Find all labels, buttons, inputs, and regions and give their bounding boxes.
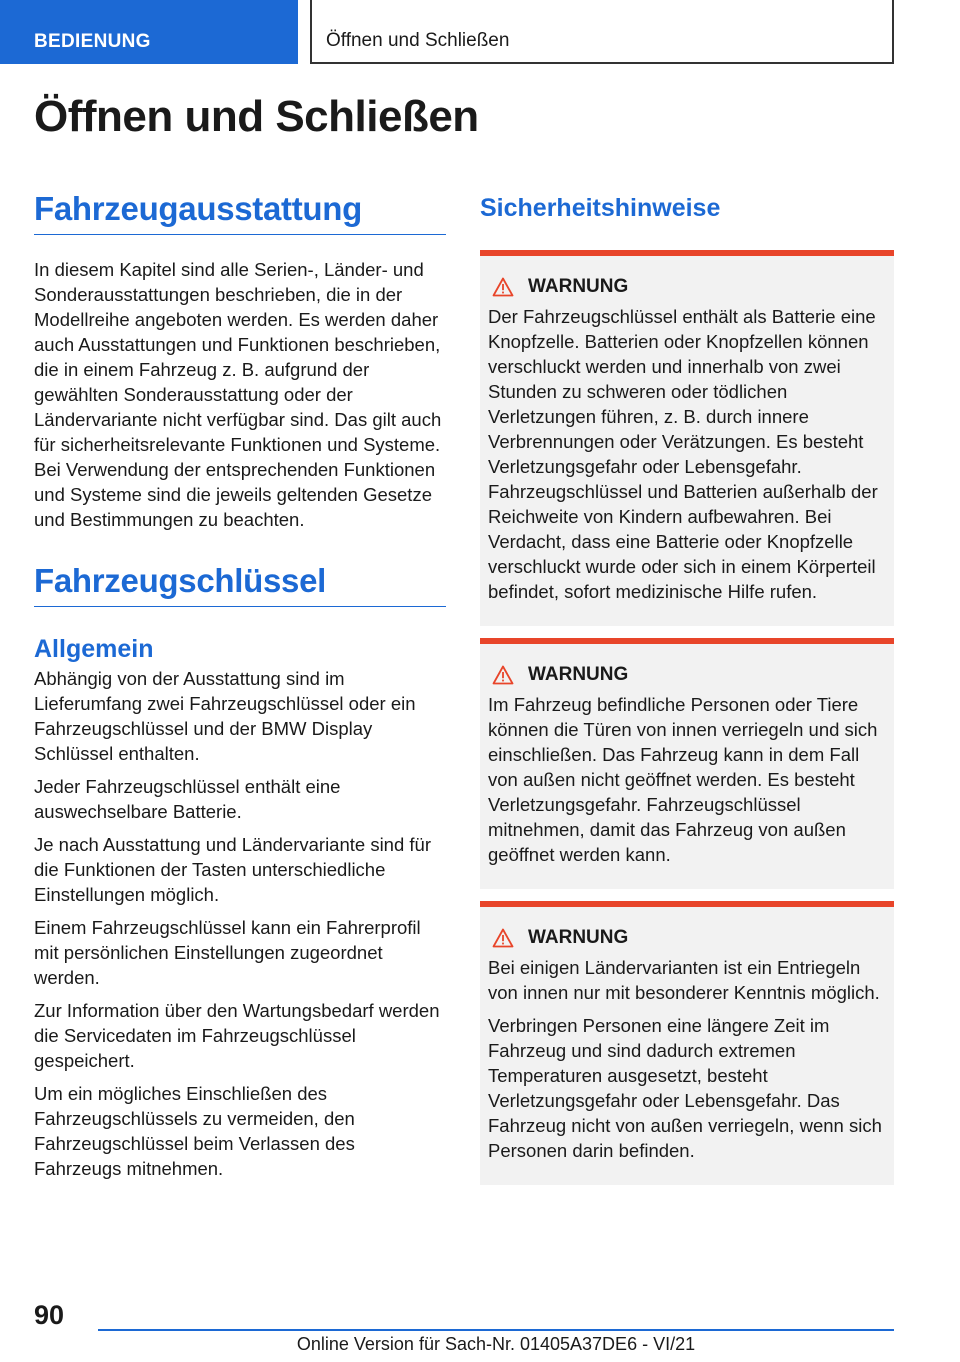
section-tab <box>0 0 298 64</box>
section-heading-vehicle-equipment: Fahrzeugausstattung <box>34 190 446 235</box>
warning-text: Im Fahrzeug befindliche Personen oder Tiere können die Türen von innen verriegeln und sich einschließen. Das Fahrzeug kann in dem Fall von außen nicht geöffnet werden. Es besteht Verletzungsgefahr. Fahrzeugschlüssel mitnehmen, damit das Fahrzeug von außen geöffnet werden kann. <box>488 694 878 865</box>
page-number: 90 <box>34 1300 65 1330</box>
section-label: BEDIENUNG <box>34 31 151 52</box>
warning-header <box>488 927 886 949</box>
warning-triangle-icon <box>492 665 514 685</box>
key-paragraph: Einem Fahrzeugschlüssel kann ein Fahrerprofil mit persönlichen Einstellungen zugeordnet werden. <box>34 917 421 988</box>
warning-triangle-icon <box>492 277 514 297</box>
footer-divider <box>98 1329 894 1331</box>
warning-box <box>480 638 894 889</box>
section-heading-vehicle-key: Fahrzeugschlüssel <box>34 562 446 607</box>
footer-version-text: Online Version für Sach-Nr. 01405A37DE6 - VI/21 <box>296 1334 696 1354</box>
right-column <box>480 190 894 1185</box>
chapter-header <box>310 0 894 64</box>
chapter-label: Öffnen und Schließen <box>326 30 510 51</box>
page-title: Öffnen und Schließen <box>34 92 479 141</box>
key-paragraph: Um ein mögliches Einschließen des Fahrzeugschlüssels zu vermeiden, den Fahrzeugschlüssel beim Verlassen des Fahrzeugs mitnehmen. <box>34 1083 355 1179</box>
key-paragraph: Abhängig von der Ausstattung sind im Lieferumfang zwei Fahrzeugschlüssel oder ein Fahrzeugschlüssel und der BMW Display Schlüssel enthalten. <box>34 668 416 764</box>
warning-triangle-icon <box>492 928 514 948</box>
warning-text: Verbringen Personen eine längere Zeit im Fahrzeug und sind dadurch extremen Temperaturen ausgesetzt, besteht Verletzungsgefahr oder Lebensgefahr. Das Fahrzeug nicht von außen verriegeln, wenn sich Personen darin befinden. <box>488 1015 882 1161</box>
key-paragraph: Je nach Ausstattung und Ländervariante sind für die Funktionen der Tasten unterschiedliche Einstellungen möglich. <box>34 834 431 905</box>
key-paragraph: Zur Information über den Wartungsbedarf werden die Servicedaten im Fahrzeugschlüssel gespeichert. <box>34 1000 440 1071</box>
warning-text: Der Fahrzeugschlüssel enthält als Batterie eine Knopfzelle. Batterien oder Knopfzellen können verschluckt werden und innerhalb von zwei Stunden zu schweren oder tödlichen Verletzungen führen, z. B. durch innere Verbrennungen oder Verätzungen. Es besteht Verletzungsgefahr oder Lebensgefahr. Fahrzeugschlüssel und Batterien außerhalb der Reichweite von Kindern aufbewahren. Bei Verdacht, dass eine Batterie oder Knopfzelle verschluckt wurde oder sich in einem Körperteil befindet, sofort medizinische Hilfe rufen. <box>488 306 878 602</box>
warning-header <box>488 276 886 298</box>
warning-label: WARNUNG <box>528 276 629 297</box>
section-heading-safety-notes: Sicherheitshinweise <box>480 194 721 222</box>
warning-box <box>480 250 894 626</box>
left-column <box>34 190 446 1181</box>
warning-box <box>480 901 894 1185</box>
warning-header <box>488 664 886 686</box>
subheading-general: Allgemein <box>34 635 154 663</box>
warning-label: WARNUNG <box>528 664 629 685</box>
key-paragraph: Jeder Fahrzeugschlüssel enthält eine auswechselbare Batterie. <box>34 776 341 822</box>
warning-label: WARNUNG <box>528 927 629 948</box>
warning-text: Bei einigen Ländervarianten ist ein Entriegeln von innen nur mit besonderer Kenntnis möglich. <box>488 957 880 1003</box>
equipment-paragraph: In diesem Kapitel sind alle Serien-, Länder- und Sonderausstattungen beschrieben, die in der Modellreihe angeboten werden. Es werden daher auch Ausstattungen und Funktionen beschrieben, die in einem Fahrzeug z. B. aufgrund der gewählten Sonderausstattung oder der Ländervariante nicht verfügbar sind. Das gilt auch für sicherheitsrelevante Funktionen und Systeme. Bei Verwendung der entsprechenden Funktionen und Systeme sind die jeweils geltenden Gesetze und Bestimmungen zu beachten. <box>34 259 442 530</box>
